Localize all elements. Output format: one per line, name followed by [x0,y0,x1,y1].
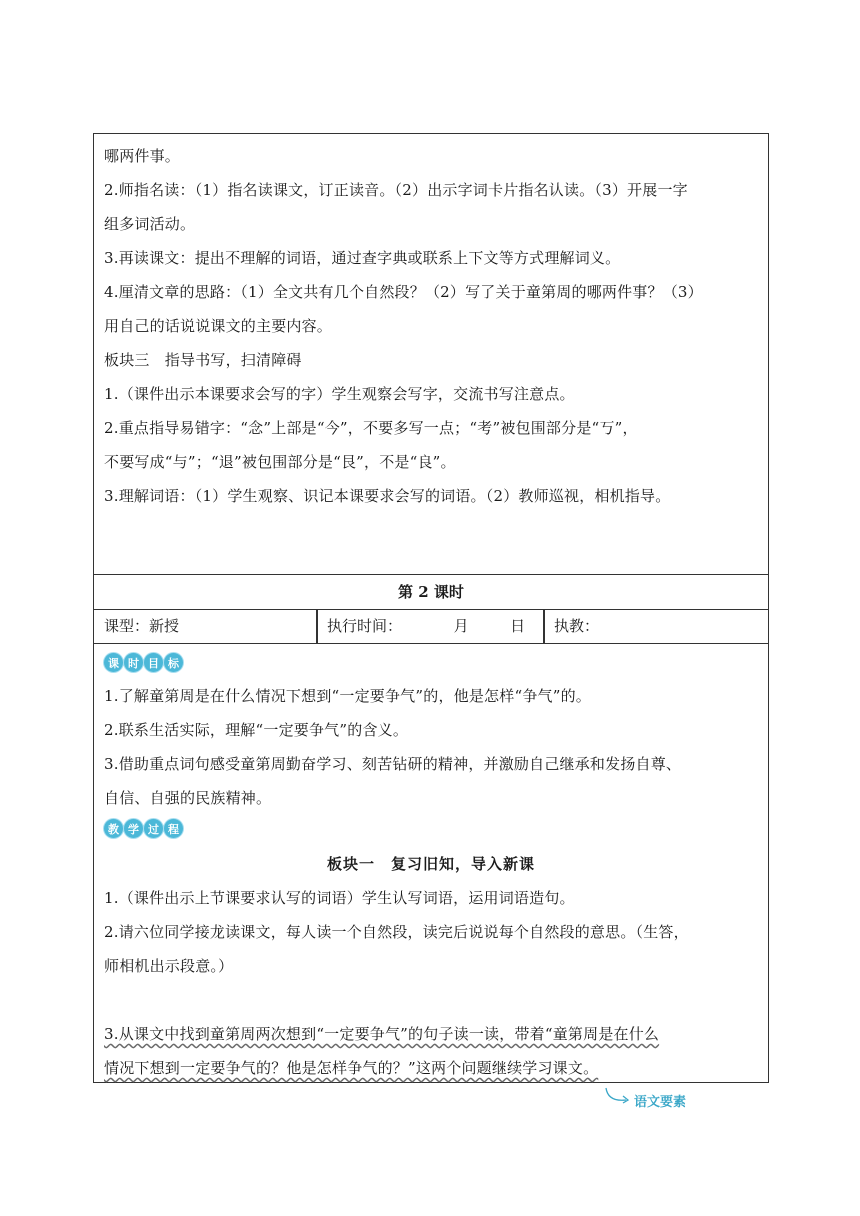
previous-lesson-content [93,133,769,574]
badge-char: 学 [124,819,143,838]
badge-char: 教 [104,819,123,838]
badge-char: 时 [124,653,143,672]
text-line: 2.重点指导易错字：“念”上部是“今”，不要多写一点；“考”被包围部分是“丂”， [104,419,638,437]
goal-line: 自信、自强的民族精神。 [104,789,272,807]
margin-note-label: 语文要素 [634,1095,687,1110]
teacher: 执教： [554,617,600,635]
text-line: 1.（课件出示本课要求会写的字）学生观察会写字，交流书写注意点。 [104,385,575,403]
badge-char: 课 [104,653,123,672]
lesson-2-table [93,574,769,1083]
lesson-title: 第 2 课时 [94,575,768,610]
text-line: 3.再读课文：提出不理解的词语，通过查字典或联系上下文等方式理解词义。 [104,249,621,267]
process-line: 2.请六位同学接龙读课文，每人读一个自然段，读完后说说每个自然段的意思。（生答， [104,923,689,941]
lesson-type: 课型：新授 [104,617,180,635]
execution-time-label: 执行时间： [327,617,403,635]
lesson-goals-badge [104,653,183,673]
teaching-process-badge [104,819,183,839]
badge-char: 标 [164,653,183,672]
process-line: 1.（课件出示上节课要求认写的词语）学生认写词语，运用词语造句。 [104,889,575,907]
goal-line: 3.借助重点词句感受童第周勤奋学习、刻苦钻研的精神，并激励自己继承和发扬自尊、 [104,755,682,773]
text-line: 不要写成“与”；“退”被包围部分是“艮”，不是“良”。 [104,453,456,471]
text-line: 哪两件事。 [104,147,181,165]
text-line: 组多词活动。 [104,215,196,233]
underlined-line: 情况下想到一定要争气的？他是怎样争气的？”这两个问题继续学习课文。 [104,1059,599,1077]
month-label: 月 [453,617,469,635]
goal-line: 1.了解童第周是在什么情况下想到“一定要争气”的，他是怎样“争气”的。 [104,687,591,705]
lesson-meta-row [94,609,768,644]
text-line: 3.理解词语：（1）学生观察、识记本课要求会写的词语。（2）教师巡视，相机指导。 [104,487,671,505]
text-line: 4.厘清文章的思路：（1）全文共有几个自然段？（2）写了关于童第周的哪两件事？（3） [104,283,703,301]
underlined-line: 3.从课文中找到童第周两次想到“一定要争气”的句子读一读，带着“童第周是在什么 [104,1025,660,1043]
day-label: 日 [510,617,526,635]
block1-heading: 板块一 复习旧知，导入新课 [326,855,535,873]
text-line: 2.师指名读：（1）指名读课文，订正读音。（2）出示字词卡片指名认读。（3）开展一字 [104,181,688,199]
badge-char: 程 [164,819,183,838]
text-line: 用自己的话说说课文的主要内容。 [104,317,333,335]
section-heading: 板块三 指导书写，扫清障碍 [104,351,302,369]
badge-char: 目 [144,653,163,672]
margin-annotation [604,1086,694,1112]
annotation-arrow-icon [604,1086,634,1112]
badge-char: 过 [144,819,163,838]
goal-line: 2.联系生活实际，理解“一定要争气”的含义。 [104,721,409,739]
process-line: 师相机出示段意。） [104,957,234,975]
execution-time [317,609,543,643]
